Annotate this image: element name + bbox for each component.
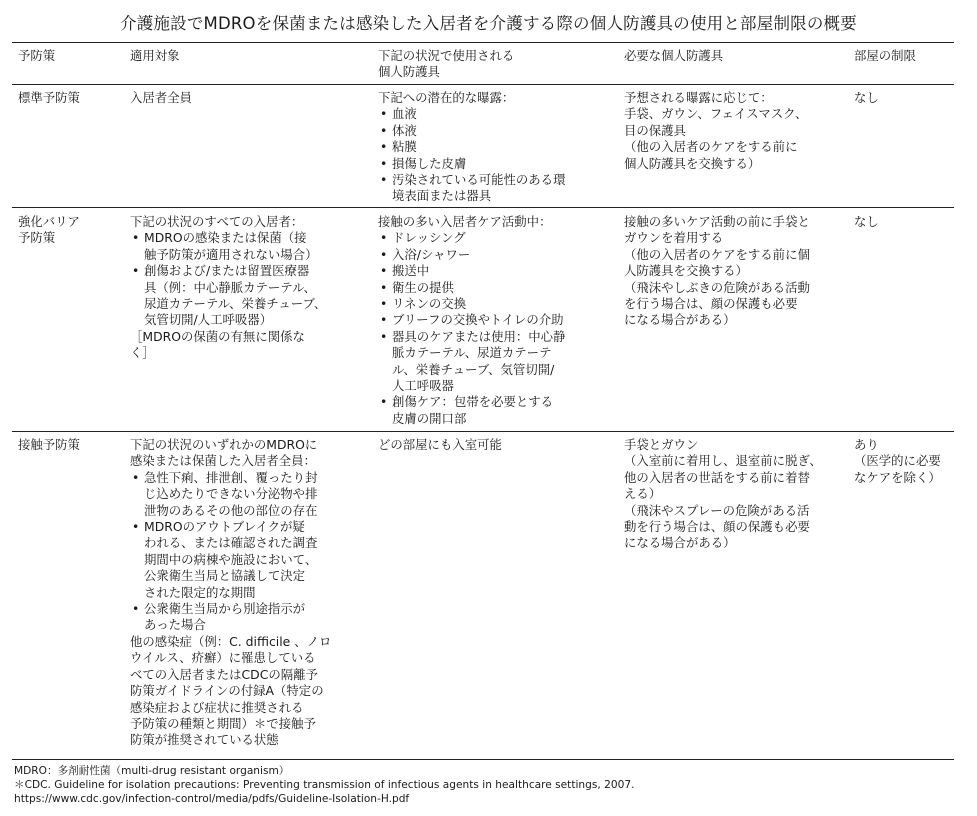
text-line: 標準予防策	[18, 90, 80, 105]
list-item: • 汚染されている可能性のある環 境表面または器具	[378, 172, 596, 205]
text-line: 動を行う場合は、顔の保護も必要	[624, 519, 810, 535]
table-bottom-rule	[12, 759, 954, 760]
text-line: 感染症および症状に推奨される	[130, 699, 304, 715]
row1-ppe	[624, 90, 832, 172]
text-line: 他の感染症（例：C. difficile 、ノロ	[130, 633, 332, 649]
header-precaution: 予防策	[18, 48, 56, 63]
list-item: • 体液	[378, 123, 596, 139]
list-item: • 衛生の提供	[378, 280, 596, 296]
text-line: になる場合がある）	[624, 535, 736, 551]
text-line: 防策が推奨されている状態	[130, 732, 279, 748]
text-line: く］	[130, 345, 155, 361]
row2-situation	[378, 214, 596, 427]
text-line: 感染または保菌した入居者全員：	[130, 453, 316, 469]
row2-ppe	[624, 214, 832, 329]
row3-target	[130, 437, 356, 749]
row2-bottom-rule	[12, 431, 954, 432]
row2-target	[130, 214, 356, 362]
text-line: 手袋、ガウン、フェイスマスク、	[624, 106, 808, 122]
document-title: 介護施設でMDROを保菌または感染した入居者を介護する際の個人防護具の使用と部屋制限の概要	[120, 14, 857, 33]
situation-list	[378, 106, 596, 204]
header-situation	[378, 48, 596, 81]
text-line: あり	[854, 437, 879, 452]
text-line: （他の入居者のケアをする前に個	[624, 246, 810, 262]
text-line: （入室前に着用し、退室前に脱ぎ、	[624, 453, 822, 469]
row3-ppe	[624, 437, 832, 552]
text-line: なし	[854, 90, 879, 105]
text-line: （飛沫やしぶきの危険がある活動	[624, 279, 810, 295]
header-bottom-rule	[12, 84, 954, 85]
text-line: 他の入居者の世話をする前に着替	[624, 469, 810, 485]
text-line: を行う場合は、顔の保護も必要	[624, 296, 798, 312]
target-list	[130, 470, 356, 634]
row1-bottom-rule	[12, 207, 954, 208]
row1-target	[130, 90, 356, 106]
row1-precaution	[18, 90, 118, 106]
text-line: 予防策	[18, 230, 56, 246]
table-top-rule	[12, 42, 954, 43]
list-item: • 粘膜	[378, 139, 596, 155]
text-line: 予想される曝露に応じて：	[624, 90, 773, 105]
text-line: （医学的に必要	[854, 453, 941, 469]
list-item: • 公衆衛生当局から別途指示が あった場合	[130, 601, 356, 634]
header-target: 適用対象	[130, 48, 180, 63]
text-line: べての入居者またはCDCの隔離予	[130, 666, 318, 682]
text-line: 下記の状況のすべての入居者：	[130, 214, 304, 229]
list-item: • ブリーフの交換やトイレの介助	[378, 312, 596, 328]
text-line: 強化バリア	[18, 214, 80, 229]
text-line: 入居者全員	[130, 90, 192, 105]
row2-precaution	[18, 214, 118, 247]
text-line: 目の保護具	[624, 122, 686, 138]
text-line: 個人防護具を交換する）	[624, 155, 761, 171]
target-list	[130, 230, 356, 328]
text-line: なケアを除く）	[854, 469, 941, 485]
text-line: （他の入居者のケアをする前に	[624, 139, 798, 155]
text-line: 手袋とガウン	[624, 437, 699, 452]
row1-room	[854, 90, 954, 106]
row3-room	[854, 437, 954, 486]
footnote-abbreviation: MDRO：多剤耐性菌（multi-drug resistant organism）	[14, 765, 290, 777]
text-line: （飛沫やスプレーの危険がある活	[624, 502, 810, 518]
text-line: 予防策の種類と期間）＊で接触予	[130, 715, 316, 731]
list-item: • 器具のケアまたは使用：中心静 脈カテーテル、尿道カテーテ ル、栄養チューブ、気管切開/ 人工呼吸器	[378, 329, 596, 395]
list-item: • 創傷および/または留置医療器 具（例：中心静脈カテーテル、 尿道カテーテル、栄養チューブ、 気管切開/人工呼吸器）	[130, 263, 356, 329]
list-item: • 創傷ケア：包帯を必要とする 皮膚の開口部	[378, 394, 596, 427]
text-line: どの部屋にも入室可能	[378, 437, 502, 452]
list-item: • 搬送中	[378, 263, 596, 279]
text-line: 接触の多いケア活動の前に手袋と	[624, 214, 810, 229]
text-line: 接触の多い入居者ケア活動中：	[378, 214, 552, 229]
list-item: • リネンの交換	[378, 296, 596, 312]
text-line: 下記の状況のいずれかのMDROに	[130, 437, 318, 452]
text-line: える）	[624, 486, 662, 502]
row2-room	[854, 214, 954, 230]
text-line: 防策ガイドラインの付録A（特定の	[130, 683, 324, 699]
situation-list	[378, 230, 596, 427]
list-item: • ドレッシング	[378, 230, 596, 246]
text-line: 人防護具を交換する）	[624, 263, 748, 279]
row3-situation	[378, 437, 596, 453]
text-line: なし	[854, 214, 879, 229]
footnote-reference: ＊CDC. Guideline for isolation precautions: Preventing transmission of infectious agents in healthcare settings, 2007.	[14, 779, 635, 791]
text-line: になる場合がある）	[624, 312, 736, 328]
list-item: • MDROの感染または保菌（接 触予防策が適用されない場合）	[130, 230, 356, 263]
text-line: 接触予防策	[18, 437, 80, 452]
list-item: • 損傷した皮膚	[378, 156, 596, 172]
header-situation-line: 個人防護具	[378, 64, 440, 80]
footnote-url: https://www.cdc.gov/infection-control/media/pdfs/Guideline-Isolation-H.pdf	[14, 793, 410, 805]
text-line: ウイルス、疥癬）に罹患している	[130, 650, 316, 666]
list-item: • 入浴/シャワー	[378, 247, 596, 263]
header-situation-line: 下記の状況で使用される	[378, 48, 515, 63]
text-line: ［MDROの保菌の有無に関係な	[130, 328, 305, 344]
text-line: ガウンを着用する	[624, 230, 724, 246]
text-line: 下記への潜在的な曝露：	[378, 90, 515, 105]
list-item: • 急性下痢、排泄創、覆ったり封 じ込めたりできない分泌物や排 泄物のあるその他の部位の存在	[130, 470, 356, 519]
header-room-restriction: 部屋の制限	[854, 48, 916, 63]
list-item: • 血液	[378, 106, 596, 122]
row3-precaution	[18, 437, 118, 453]
row1-situation	[378, 90, 596, 205]
list-item: • MDROのアウトブレイクが疑 われる、または確認された調査 期間中の病棟や施設において、 公衆衛生当局と協議して決定 された限定的な期間	[130, 519, 356, 601]
header-ppe: 必要な個人防護具	[624, 48, 724, 63]
